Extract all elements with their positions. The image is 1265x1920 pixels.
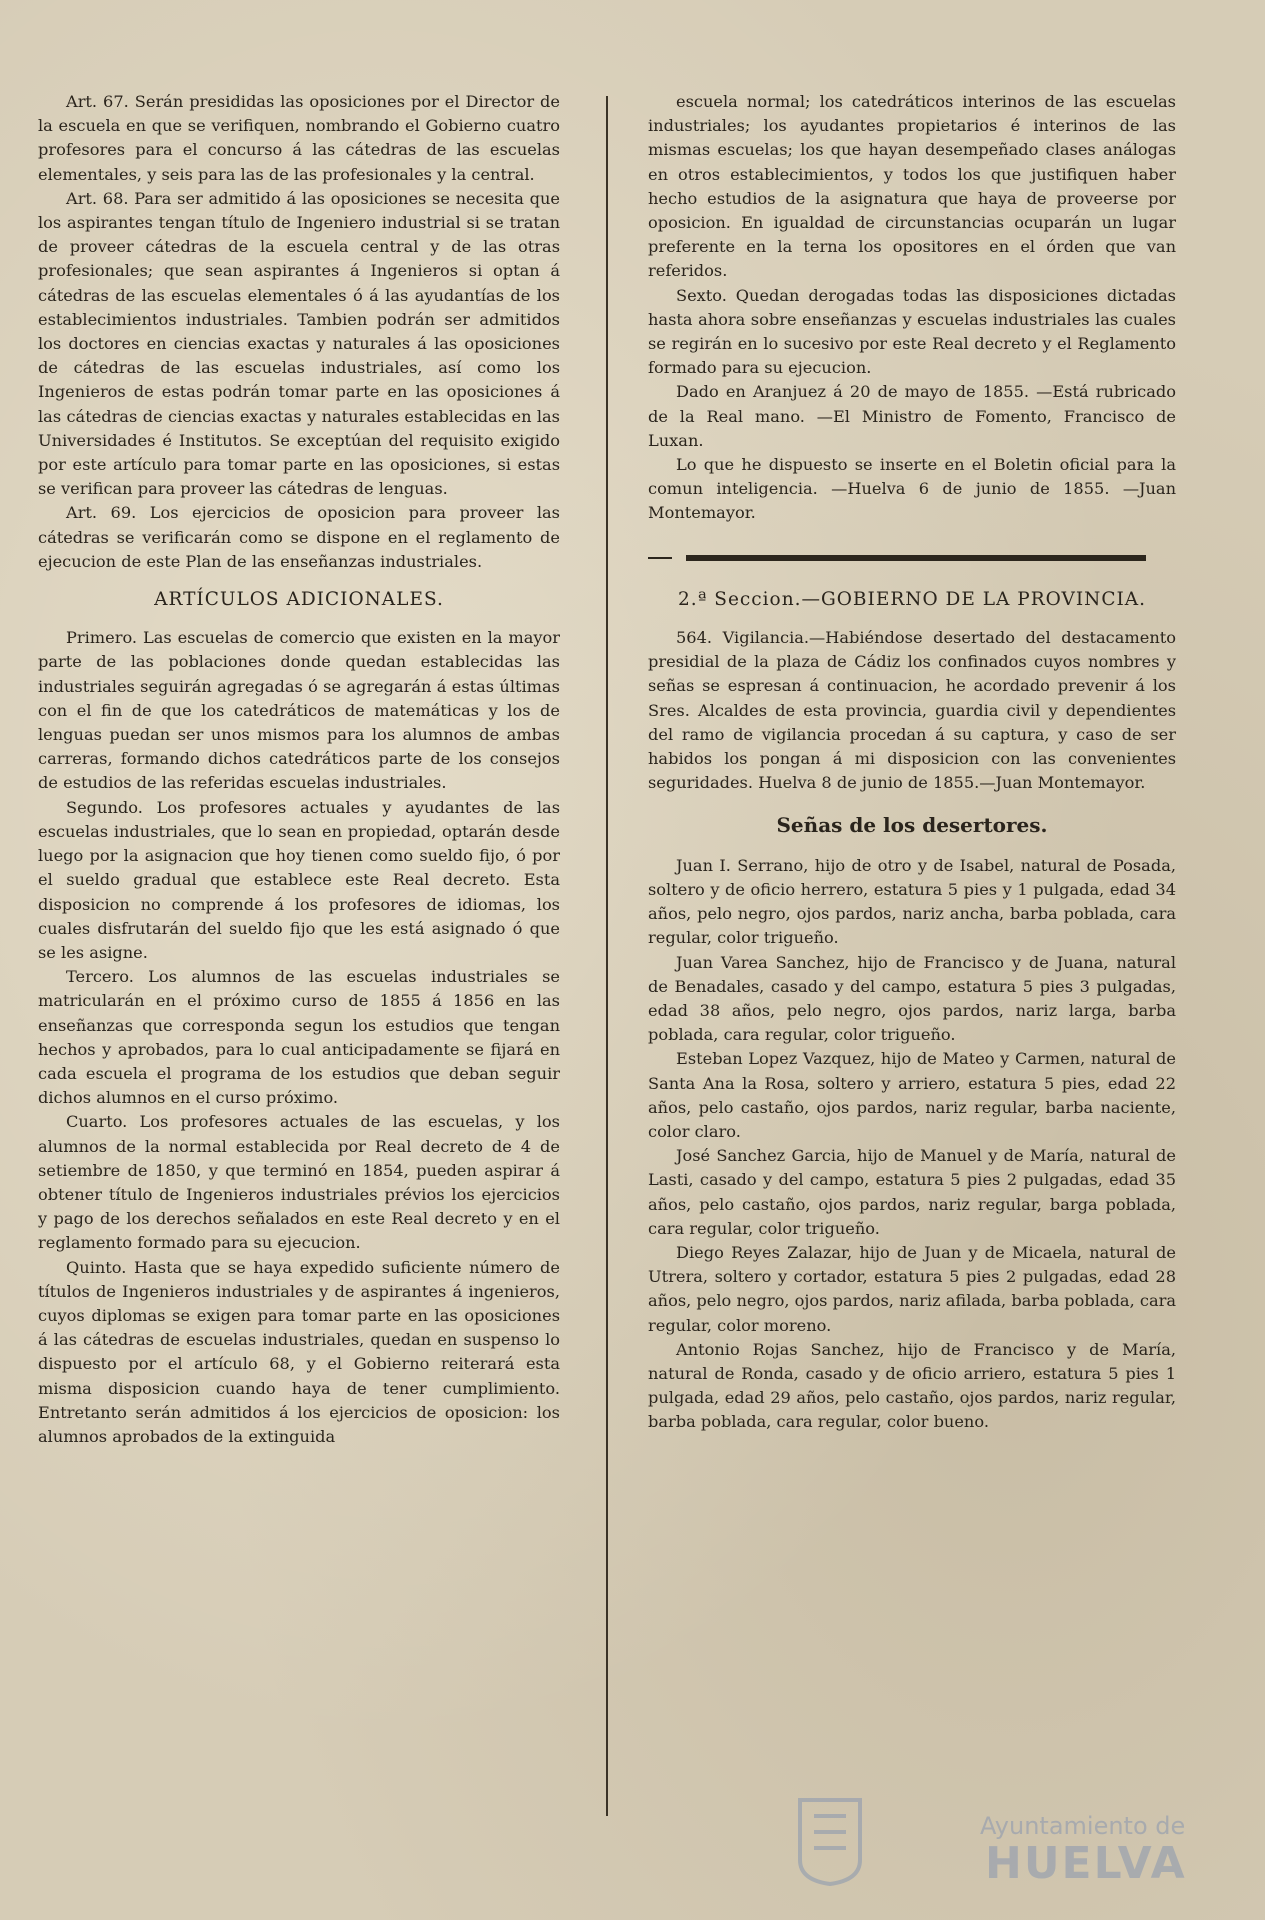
deserter-entry: Antonio Rojas Sanchez, hijo de Francisco y de María, natural de Ronda, casado y de oficio arriero, estatura 5 pies 1 pulgada, edad 29 años, pelo castaño, ojos pardos, nariz regular, barba poblada, cara regular, color bueno. — [648, 1339, 1176, 1432]
additional-sixth: Sexto. Quedan derogadas todas las disposiciones dictadas hasta ahora sobre enseñanzas y escuelas industriales las cuales se regirán en lo sucesivo por este Real decreto y el Reglamento formado para su ejecucion. — [648, 285, 1176, 378]
separator-dash — [648, 557, 672, 559]
publication-note: Lo que he dispuesto se inserte en el Boletin oficial para la comun inteligencia. —Huelva 6 de junio de 1855. —Juan Montemayor. — [648, 455, 1176, 523]
section-heading: 2.ª Seccion.—GOBIERNO DE LA PROVINCIA. — [677, 588, 1147, 610]
article-68: Art. 68. Para ser admitido á las oposiciones se necesita que los aspirantes tengan título de Ingeniero industrial si se tratan de proveer cátedras de la escuela central y de las otras profesionales; que sean aspirantes á Ingenieros si optan á cátedras de las escuelas elementales ó á las ayudantías de los establecimientos industriales. Tambien podrán ser admitidos los doctores en ciencias exactas y naturales á las oposiciones de cátedras de las escuelas industriales, así como los Ingenieros de estas podrán tomar parte en las oposiciones á las cátedras de ciencias exactas y naturales establecidas en las Universidades é Institutos. Se exceptúan del requisito exigido por este artículo para tomar parte en las oposiciones, si estas se verifican para proveer las cátedras de lenguas. — [38, 188, 560, 499]
vigilance-notice: 564. Vigilancia.—Habiéndose desertado del destacamento presidial de la plaza de Cádiz los confinados cuyos nombres y señas se espresan á continuacion, he acordado prevenir á los Sres. Alcaldes de esta provincia, guardia civil y dependientes del ramo de vigilancia procedan á su captura, y caso de ser habidos los pongan á mi disposicion con las convenientes seguridades. Huelva 8 de junio de 1855.—Juan Montemayor. — [648, 628, 1176, 793]
section-separator — [648, 546, 1176, 570]
additional-second: Segundo. Los profesores actuales y ayudantes de las escuelas industriales, que lo sean en propiedad, optarán desde luego por la asignacion que hoy tienen como sueldo fijo, ó por el sueldo gradual que establece este Real decreto. Esta disposicion no comprende á los profesores de idiomas, los cuales disfrutarán del sueldo fijo que les está asignado ó que se les asigne. — [38, 797, 560, 962]
deserter-entry: Juan Varea Sanchez, hijo de Francisco y de Juana, natural de Benadales, casado y del campo, estatura 5 pies 3 pulgadas, edad 38 años, pelo negro, ojos pardos, nariz larga, barba poblada, cara regular, color trigueño. — [648, 952, 1176, 1045]
watermark-line2: HUELVA — [985, 1838, 1187, 1889]
deserter-entry: Diego Reyes Zalazar, hijo de Juan y de Micaela, natural de Utrera, soltero y cortador, estatura 5 pies 2 pulgadas, edad 28 años, pelo negro, ojos pardos, nariz afilada, barba poblada, cara regular, color moreno. — [648, 1242, 1176, 1335]
deserters-heading: Señas de los desertores. — [776, 813, 1048, 838]
deserter-entry: Juan I. Serrano, hijo de otro y de Isabel, natural de Posada, soltero y de oficio herrero, estatura 5 pies y 1 pulgada, edad 34 años, pelo negro, ojos pardos, nariz ancha, barba poblada, cara regular, color trigueño. — [648, 855, 1176, 948]
additional-third: Tercero. Los alumnos de las escuelas industriales se matricularán en el próximo curso de 1855 á 1856 en las enseñanzas que corresponda segun los estudios que tengan hechos y aprobados, para lo cual anticipadamente se fijará en cada escuela el programa de los estudios que deban seguir dichos alumnos en el curso próximo. — [38, 967, 560, 1108]
column-divider — [606, 96, 608, 1816]
separator-bar — [686, 555, 1146, 561]
continuation-paragraph: escuela normal; los catedráticos interinos de las escuelas industriales; los ayudantes propietarios é interinos de las mismas escuelas; los que hayan desempeñado clases análogas en otros establecimientos, y todos los que justifiquen haber hecho estudios de la asignatura que haya de proveerse por oposicion. En igualdad de circunstancias ocuparán un lugar preferente en la terna los opositores en el órden que van referidos. — [648, 92, 1176, 281]
right-column — [648, 90, 1176, 1435]
decree-signature: Dado en Aranjuez á 20 de mayo de 1855. —Está rubricado de la Real mano. —El Ministro de Fomento, Francisco de Luxan. — [648, 382, 1176, 450]
article-67: Art. 67. Serán presididas las oposiciones por el Director de la escuela en que se verifiquen, nombrando el Gobierno cuatro profesores para el concurso á las cátedras de las escuelas elementales, y seis para las de las profesionales y la central. — [38, 92, 560, 184]
deserter-entry: José Sanchez Garcia, hijo de Manuel y de María, natural de Lasti, casado y del campo, estatura 5 pies 2 pulgadas, edad 35 años, pelo castaño, ojos pardos, nariz regular, barga poblada, cara regular, color trigueño. — [648, 1146, 1176, 1238]
article-69: Art. 69. Los ejercicios de oposicion para proveer las cátedras se verificarán como se dispone en el reglamento de ejecucion de este Plan de las enseñanzas industriales. — [38, 503, 560, 571]
left-column — [38, 90, 560, 1449]
additional-first: Primero. Las escuelas de comercio que existen en la mayor parte de las poblaciones donde quedan establecidas las industriales seguirán agregadas ó se agregarán á estas últimas con el fin de que los catedráticos de matemáticas y los de lenguas puedan ser unos mismos para los alumnos de ambas carreras, formando dichos catedráticos parte de los consejos de estudios de las referidas escuelas industriales. — [38, 628, 560, 793]
additional-articles-heading: ARTÍCULOS ADICIONALES. — [154, 589, 444, 611]
deserter-entry: Esteban Lopez Vazquez, hijo de Mateo y Carmen, natural de Santa Ana la Rosa, soltero y arriero, estatura 5 pies, edad 22 años, pelo castaño, ojos pardos, nariz regular, barba naciente, color claro. — [648, 1049, 1176, 1141]
additional-fourth: Cuarto. Los profesores actuales de las escuelas, y los alumnos de la normal establecida por Real decreto de 4 de setiembre de 1850, y que terminó en 1854, pueden aspirar á obtener título de Ingenieros industriales prévios los ejercicios y pago de los derechos señalados en este Real decreto y en el reglamento formado para su ejecucion. — [38, 1112, 560, 1253]
additional-fifth: Quinto. Hasta que se haya expedido suficiente número de títulos de Ingenieros industriales y de aspirantes á ingenieros, cuyos diplomas se exigen para tomar parte en las oposiciones á las cátedras de escuelas industriales, quedan en suspenso lo dispuesto por el artículo 68, y el Gobierno reiterará esta misma disposicion cuando haya de tener cumplimiento. Entretanto serán admitidos á los ejercicios de oposicion: los alumnos aprobados de la extinguida — [38, 1257, 560, 1446]
watermark-line1: Ayuntamiento de — [980, 1812, 1186, 1840]
